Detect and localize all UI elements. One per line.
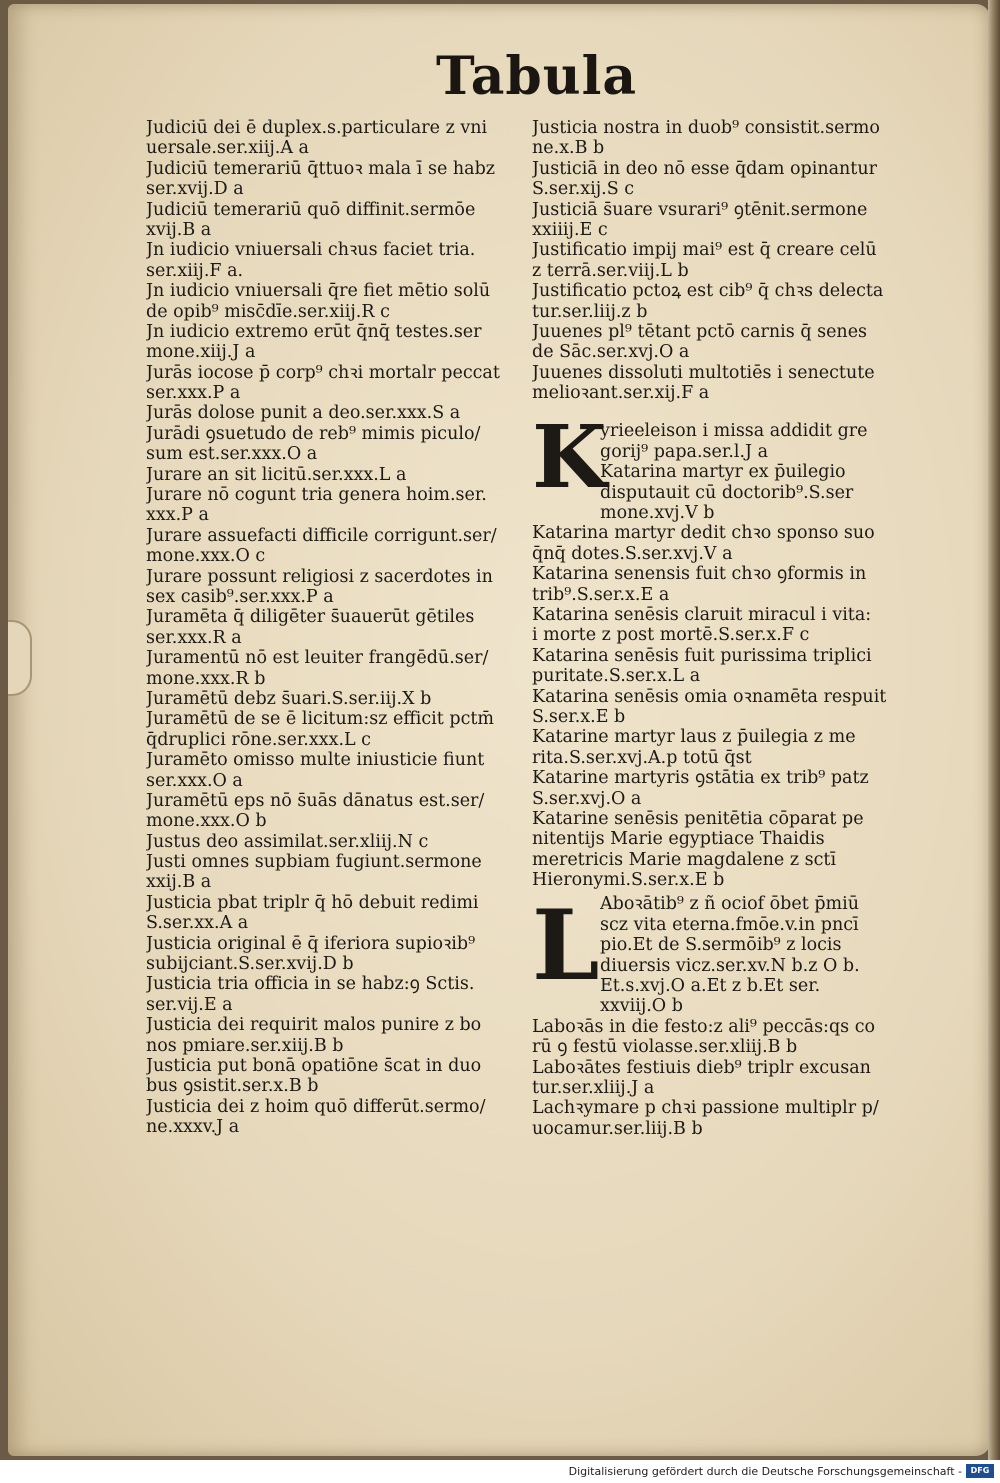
index-line: Juramētū eps nō s̄uās dānatus est.ser/ — [146, 790, 485, 811]
index-line: Laboꝛātes festiuis dieb⁹ tripl̄r excusan — [532, 1057, 871, 1078]
index-line: ser.xvij.D a — [146, 179, 244, 200]
index-line: Justicia dei requirit malos punire z bo — [146, 1015, 482, 1036]
right-column-bottom — [532, 1017, 906, 1139]
initial-l-block — [532, 894, 906, 1016]
index-line: Katarina senēsis fuit purissima triplici — [532, 645, 872, 666]
index-line: q̄nq̄ dotes.S.ser.xvj.V a — [532, 543, 733, 564]
index-line: Katarine martyr laus z p̄uilegia z me — [532, 727, 856, 748]
decorated-initial-k: K — [532, 421, 607, 509]
index-line: Jurare possunt religiosi z sacerdotes in — [146, 566, 493, 587]
page-edge — [988, 0, 1000, 1460]
index-line: mone.xiij.J a — [146, 342, 256, 363]
index-line: meretricis Marie magdalene z sctī — [532, 849, 837, 870]
index-line: S.ser.xij.S c — [532, 179, 635, 200]
index-line: S.ser.x.E b — [532, 706, 626, 727]
footer-credit: Digitalisierung gefördert durch die Deutsche Forschungsgemeinschaft - — [568, 1465, 962, 1478]
index-line: nitentijs Marie egyptiace Thaidis — [532, 829, 825, 850]
index-line: Hieronymi.S.ser.x.E b — [532, 870, 725, 891]
page-tab-marker — [8, 620, 32, 696]
index-line: Katarina senēsis claruit miracul̄ i vita: — [532, 604, 872, 625]
right-column-top — [532, 118, 906, 403]
right-column-mid — [532, 523, 906, 890]
index-line: S.ser.xvj.O a — [532, 788, 642, 809]
dfg-logo: DFG — [966, 1464, 994, 1478]
footer-bar — [0, 1460, 1000, 1483]
index-line: xvij.B a — [146, 219, 212, 240]
index-line: Justicia original̄ ē q̄ iferiora supioꝛib⁹ — [146, 933, 476, 954]
index-line: Juuenes dissoluti multotiēs i senectute — [532, 362, 875, 383]
index-line: q̄druplici rōne.ser.xxx.L c — [146, 729, 371, 750]
index-line: tur.ser.xliij.J a — [532, 1077, 655, 1098]
index-line: Jn iudicio vniuersali q̄re fiet mētio solū — [146, 281, 491, 302]
index-line: Aboꝛātib⁹ z ñ ociof ōbet p̄miū — [600, 894, 859, 915]
index-line: Judiciū temerariū quō diffinit.sermōe — [146, 199, 476, 220]
index-line: Lachꝛymare p chꝛi passione multipl̄r p/ — [532, 1098, 879, 1119]
index-line: uersale.ser.xiij.A a — [146, 138, 309, 159]
index-line: Justicia nostra in duob⁹ consistit.sermo — [532, 118, 880, 138]
index-line: Katarina senensis fuit chꝛo ꝯformis in — [532, 564, 867, 585]
index-line: tur.ser.liij.z b — [532, 301, 648, 322]
index-line: Justi omnes supbiam fugiunt.sermone — [146, 852, 482, 873]
initial-l-lines — [600, 894, 906, 1016]
index-line: disputauit cū doctorib⁹.S.ser — [600, 482, 854, 503]
index-line: ne.x.B b — [532, 138, 605, 159]
index-line: z terrā.ser.viij.L b — [532, 260, 689, 281]
index-line: Jurare an sit licitū.ser.xxx.L a — [146, 464, 407, 485]
index-line: Juramēto omisso multe iniusticie fiunt — [146, 750, 485, 771]
index-line: melioꝛant.ser.xij.F a — [532, 383, 710, 404]
index-line: Jurādi ꝯsuetudo de reb⁹ mimis piculo/ — [146, 423, 481, 444]
index-line: uocamur.ser.liij.B b — [532, 1118, 703, 1139]
index-line: Justificatio pctoꝝ est cib⁹ q̄ chꝛs delecta — [532, 281, 884, 302]
index-line: mone.xxx.O c — [146, 546, 266, 567]
index-line: Judiciū temerariū q̄ttuoꝛ mala ī se habz — [146, 158, 495, 179]
index-line: Jn iudicio vniuersali chꝛus faciet tria. — [146, 240, 476, 261]
index-line: mone.xvj.V b — [600, 503, 715, 524]
index-line: Laboꝛās in die festo:z ali⁹ peccās:qs co — [532, 1016, 876, 1037]
index-line: puritate.S.ser.x.L a — [532, 666, 701, 687]
index-line: scz vita eterna.fmōe.v.in pncī — [600, 914, 859, 935]
initial-k-lines — [600, 421, 906, 523]
index-line: Katarine senēsis penitētia cōparat pe — [532, 808, 864, 829]
index-line: Justiciā s̄uare vsurari⁹ ꝯtēnit.sermone — [532, 199, 868, 220]
index-line: Katarina martyr ex p̄uilegio — [600, 462, 846, 483]
index-line: diuersis vicz.ser.xv.N b.z O b. — [600, 955, 860, 976]
index-line: mone.xxx.O b — [146, 811, 267, 832]
index-line: xxiiij.E c — [532, 219, 608, 240]
index-line: de opib⁹ misc̄dīe.ser.xiij.R c — [146, 301, 390, 322]
index-line: Justiciā in deo nō esse q̄dam opinantur — [532, 158, 877, 179]
index-line: i morte z post mortē.S.ser.x.F c — [532, 625, 810, 646]
index-line: Juuenes pl⁹ tētant pctō carnis q̄ senes — [532, 321, 868, 342]
index-line: mone.xxx.R b — [146, 668, 266, 689]
index-line: Justificatio impij mai⁹ est q̄ creare celū — [532, 240, 877, 261]
index-line: Juramēta q̄ diligēter s̄uauerūt gētiles — [146, 607, 475, 628]
index-line: rita.S.ser.xvj.A.p totū q̄st — [532, 747, 752, 768]
index-line: S.ser.xx.A a — [146, 913, 249, 934]
right-column — [532, 118, 906, 1139]
index-line: Justicia tria officia in se habz:ꝯ Sctis. — [146, 974, 475, 995]
index-line: bus ꝯsistit.ser.x.B b — [146, 1076, 319, 1097]
index-line: Juramentū nō est leuiter frangēdū.ser/ — [146, 648, 489, 669]
index-line: pio.Et de S.sermōib⁹ z locis — [600, 935, 842, 956]
decorated-initial-l: L — [532, 894, 600, 1003]
index-line: Jurare nō cogunt tria genera hoim.ser. — [146, 485, 487, 506]
index-line: Jurās dolose punit a deo.ser.xxx.S a — [146, 403, 461, 424]
index-line: sum est.ser.xxx.O a — [146, 444, 318, 465]
index-line: Justicia put bonā opatiōne s̄cat in duo — [146, 1055, 482, 1076]
index-line: xxij.B a — [146, 872, 212, 893]
index-line: Jurare assuefacti difficile corrigunt.ser/ — [146, 525, 497, 546]
index-line: subijciant.S.ser.xvij.D b — [146, 954, 354, 975]
left-column — [146, 118, 524, 1138]
index-line: Judiciū dei ē duplex.s.particulare z vni — [146, 118, 488, 138]
index-line: ne.xxxv.J a — [146, 1117, 240, 1138]
index-line: Justus deo assimilat.ser.xliij.N c — [146, 831, 429, 852]
index-line: Juramētū de se ē licitum:sz efficit pctm̄ — [146, 709, 495, 730]
index-line: ser.xxx.P a — [146, 383, 241, 404]
index-line: nos pmiare.ser.xiij.B b — [146, 1035, 344, 1056]
index-line: Jurās iocose p̄ corp⁹ chꝛi mortalr peccat — [146, 362, 500, 383]
index-line: Jn iudicio extremo erūt q̄nq̄ testes.ser — [146, 321, 482, 342]
index-line: xxx.P a — [146, 505, 209, 526]
page-title: Tabula — [436, 46, 638, 107]
index-line: ser.xxx.O a — [146, 770, 243, 791]
index-line: Katarina martyr dedit chꝛo sponso suo — [532, 523, 875, 544]
index-line: ser.xiij.F a. — [146, 260, 244, 281]
index-line: yrieeleison i missa addidit gre — [600, 421, 868, 442]
index-line: trib⁹.S.ser.x.E a — [532, 584, 670, 605]
index-line: ser.vij.E a — [146, 994, 233, 1015]
index-line: Justicia pbat tripl̄r q̄ hō debuit redimi — [146, 892, 479, 913]
index-line: xxviij.O b — [600, 996, 683, 1017]
index-line: sex casib⁹.ser.xxx.P a — [146, 586, 334, 607]
index-line: Katarina senēsis omia oꝛnamēta respuit — [532, 686, 887, 707]
index-line: Et.s.xvj.O a.Et z b.Et ser. — [600, 976, 821, 997]
initial-k-block — [532, 421, 906, 523]
index-line: Justicia dei z hoim quō differūt.sermo/ — [146, 1096, 486, 1117]
index-line: gorij⁹ papa.ser.l.J a — [600, 441, 769, 462]
index-line: ser.xxx.R a — [146, 627, 242, 648]
index-line: Juramētū debz s̄uari.S.ser.iij.X b — [146, 688, 432, 709]
index-line: rū ꝯ festū violasse.ser.xliij.B b — [532, 1037, 798, 1058]
index-line: de Sāc.ser.xvj.O a — [532, 342, 690, 363]
index-line: Katarine martyris ꝯstātia ex trib⁹ patz — [532, 768, 869, 789]
